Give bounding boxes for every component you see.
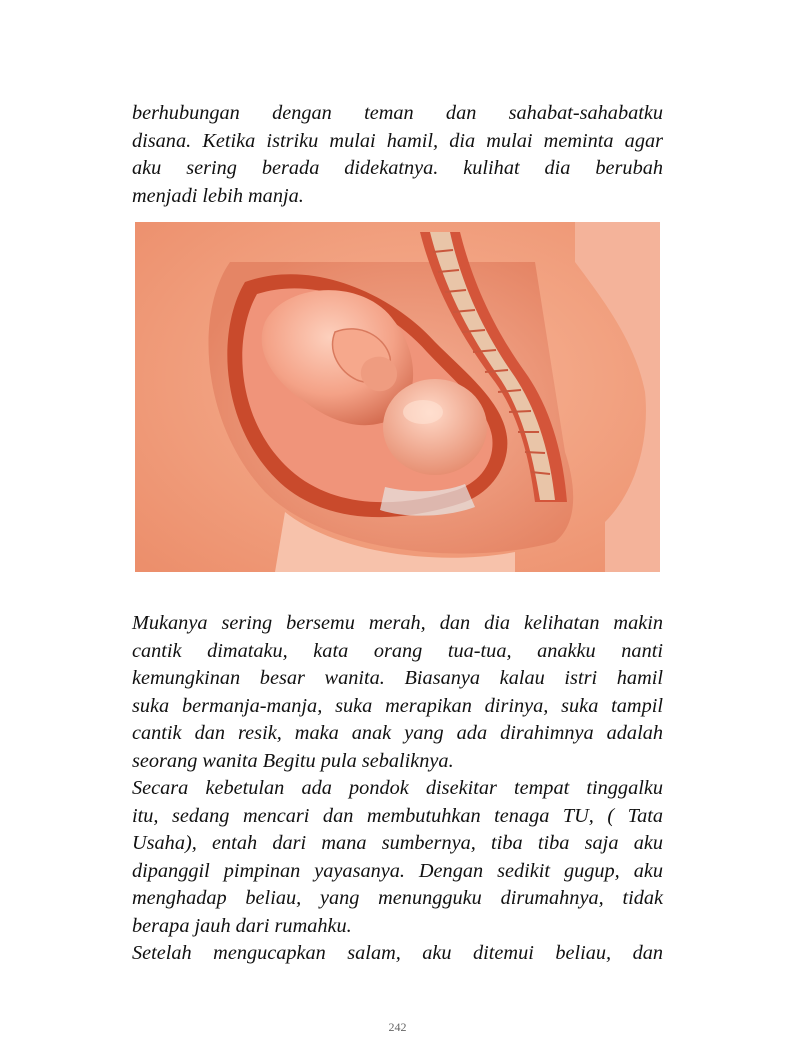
text-line: menghadap beliau, yang menungguku dirumahnya, tidak [132, 887, 663, 909]
text-line: cantik dan resik, maka anak yang ada dirahimnya adalah [132, 722, 663, 744]
paragraph-main [132, 610, 663, 968]
text-line: menjadi lebih manja. [132, 184, 304, 207]
pregnancy-model-image [135, 222, 660, 572]
text-line: disana. Ketika istriku mulai hamil, dia mulai meminta agar [132, 129, 663, 152]
text-line: Secara kebetulan ada pondok disekitar tempat tinggalku [132, 777, 663, 799]
paragraph-intro [132, 100, 663, 210]
uterus-cross-section-illustration [135, 222, 660, 572]
text-line: itu, sedang mencari dan membutuhkan tenaga TU, ( Tata [132, 804, 663, 827]
text-line: Mukanya sering bersemu merah, dan dia kelihatan makin [132, 612, 663, 634]
text-line: kemungkinan besar wanita. Biasanya kalau istri hamil [132, 667, 663, 689]
text-line: cantik dimataku, kata orang tua-tua, anakku nanti [132, 639, 663, 662]
text-line: aku sering berada didekatnya. kulihat dia berubah [132, 157, 663, 179]
text-line: berhubungan dengan teman dan sahabat-sahabatku [132, 102, 663, 124]
text-line: Usaha), entah dari mana sumbernya, tiba tiba saja aku [132, 832, 663, 854]
text-line: Setelah mengucapkan salam, aku ditemui beliau, dan [132, 942, 663, 964]
text-line: seorang wanita Begitu pula sebaliknya. [132, 749, 454, 772]
page-number: 242 [388, 1020, 407, 1034]
text-line: dipanggil pimpinan yayasanya. Dengan sedikit gugup, aku [132, 859, 663, 882]
text-line: suka bermanja-manja, suka merapikan dirinya, suka tampil [132, 694, 663, 717]
text-line: berapa jauh dari rumahku. [132, 914, 352, 937]
